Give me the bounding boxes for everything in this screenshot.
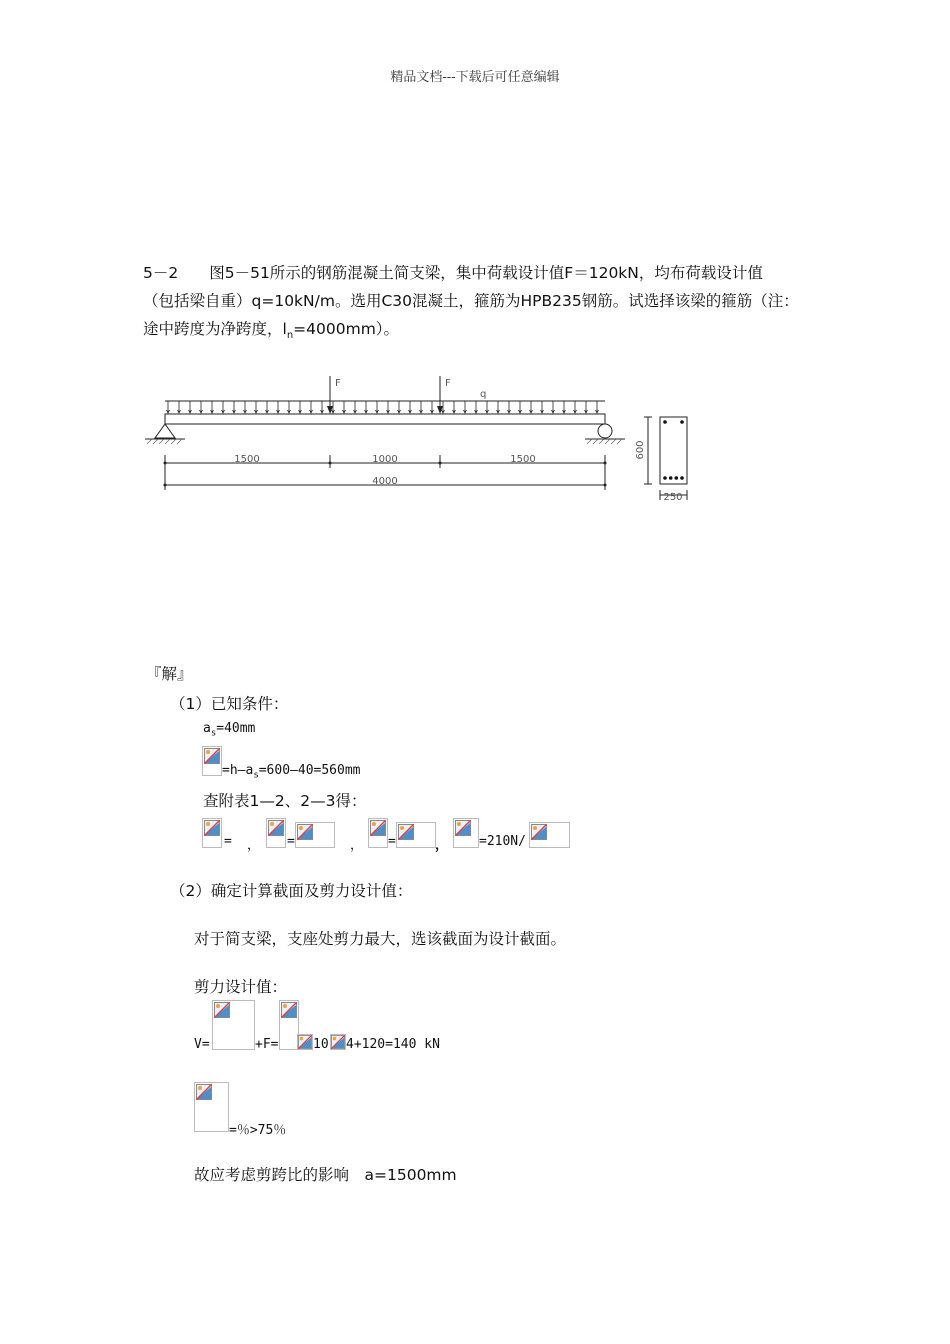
- comma-1: ，: [247, 838, 261, 853]
- formula-image-fc: [202, 818, 222, 848]
- broken-image-icon: [398, 824, 414, 840]
- page-header: 精品文档---下载后可任意编辑: [390, 70, 560, 85]
- v-prefix: V=: [194, 1037, 210, 1052]
- eq-sign-1: =: [224, 834, 232, 849]
- step2-heading: （2）确定计算截面及剪力设计值：: [170, 882, 413, 900]
- comma-3: ，: [435, 838, 449, 853]
- section-height-label: 600: [635, 440, 646, 460]
- broken-image-icon: [298, 1035, 312, 1049]
- formula-image-ft: [266, 818, 286, 848]
- pin-support: [155, 424, 175, 438]
- broken-image-icon: [214, 1002, 230, 1018]
- formula-image-h0: [202, 746, 222, 776]
- broken-image-icon: [204, 748, 220, 764]
- cross-section: [660, 417, 687, 484]
- label-F-right: F: [445, 378, 451, 389]
- comma-2: ，: [350, 838, 364, 853]
- problem-line-1: 5－2 图5－51所示的钢筋混凝土简支梁，集中荷载设计值F＝120kN，均布荷载设计值: [143, 264, 763, 282]
- eq-sign-3: =: [388, 834, 396, 849]
- beam: [165, 414, 605, 424]
- formula-image-beta: [368, 818, 388, 848]
- as-value: $a_s=40mm$: [203, 721, 256, 739]
- broken-image-icon: [204, 820, 220, 836]
- formula-image-fraction-2: [279, 1000, 299, 1050]
- formula-image-ft-value: [295, 822, 335, 848]
- problem-line-3: 途中跨度为净跨度，$l_n=4000mm$）。: [143, 320, 400, 342]
- v-result: 4+120=140 kN: [346, 1037, 440, 1052]
- shear-span-text: 故应考虑剪跨比的影响 a=1500mm: [194, 1166, 457, 1184]
- roller-support: [598, 424, 612, 438]
- broken-image-icon: [455, 820, 471, 836]
- label-F-left: F: [335, 378, 341, 389]
- h0-formula: $=h—a_s=600—40=560mm$: [222, 763, 361, 781]
- dim-label-1000: 1000: [372, 454, 398, 465]
- beam-figure: [140, 370, 700, 510]
- step1-heading: （1）已知条件：: [170, 695, 289, 713]
- section-width-label: 250: [663, 492, 683, 503]
- formula-image-fraction-1: [212, 1000, 255, 1050]
- formula-image-times-2: [330, 1034, 346, 1050]
- dim-label-1500-left: 1500: [234, 454, 260, 465]
- shear-label: 剪力设计值：: [194, 978, 288, 996]
- label-q: q: [480, 389, 487, 400]
- solution-title: 『解』: [146, 665, 193, 683]
- ratio-text: =％>75％: [229, 1123, 287, 1138]
- fyv-value: =210N/: [479, 834, 526, 849]
- distributed-load-arrows: [167, 401, 599, 413]
- formula-image-unit: [529, 822, 570, 848]
- problem-statement: [143, 259, 833, 350]
- broken-image-icon: [331, 1035, 345, 1049]
- dim-label-4000: 4000: [372, 476, 398, 487]
- formula-image-beta-value: [396, 822, 436, 848]
- broken-image-icon: [297, 824, 313, 840]
- broken-image-icon: [370, 820, 386, 836]
- broken-image-icon: [281, 1002, 297, 1018]
- v-plus-F: +F=: [255, 1037, 279, 1052]
- broken-image-icon: [268, 820, 284, 836]
- broken-image-icon: [531, 824, 547, 840]
- lookup-text: 查附表1—2、2—3得：: [203, 792, 367, 810]
- formula-image-fyv: [453, 818, 479, 848]
- problem-line-2: （包括梁自重）q=10kN/m。选用C30混凝土，箍筋为HPB235钢筋。试选择该梁的箍筋（注：: [143, 292, 799, 310]
- dim-label-1500-right: 1500: [510, 454, 536, 465]
- v-ten: 10: [313, 1037, 329, 1052]
- rebar-dots: [663, 420, 684, 480]
- formula-image-ratio: [194, 1082, 229, 1132]
- eq-sign-2: =: [287, 834, 295, 849]
- step2-text: 对于简支梁，支座处剪力最大，选该截面为设计截面。: [194, 930, 567, 948]
- formula-image-times-1: [297, 1034, 313, 1050]
- broken-image-icon: [196, 1084, 212, 1100]
